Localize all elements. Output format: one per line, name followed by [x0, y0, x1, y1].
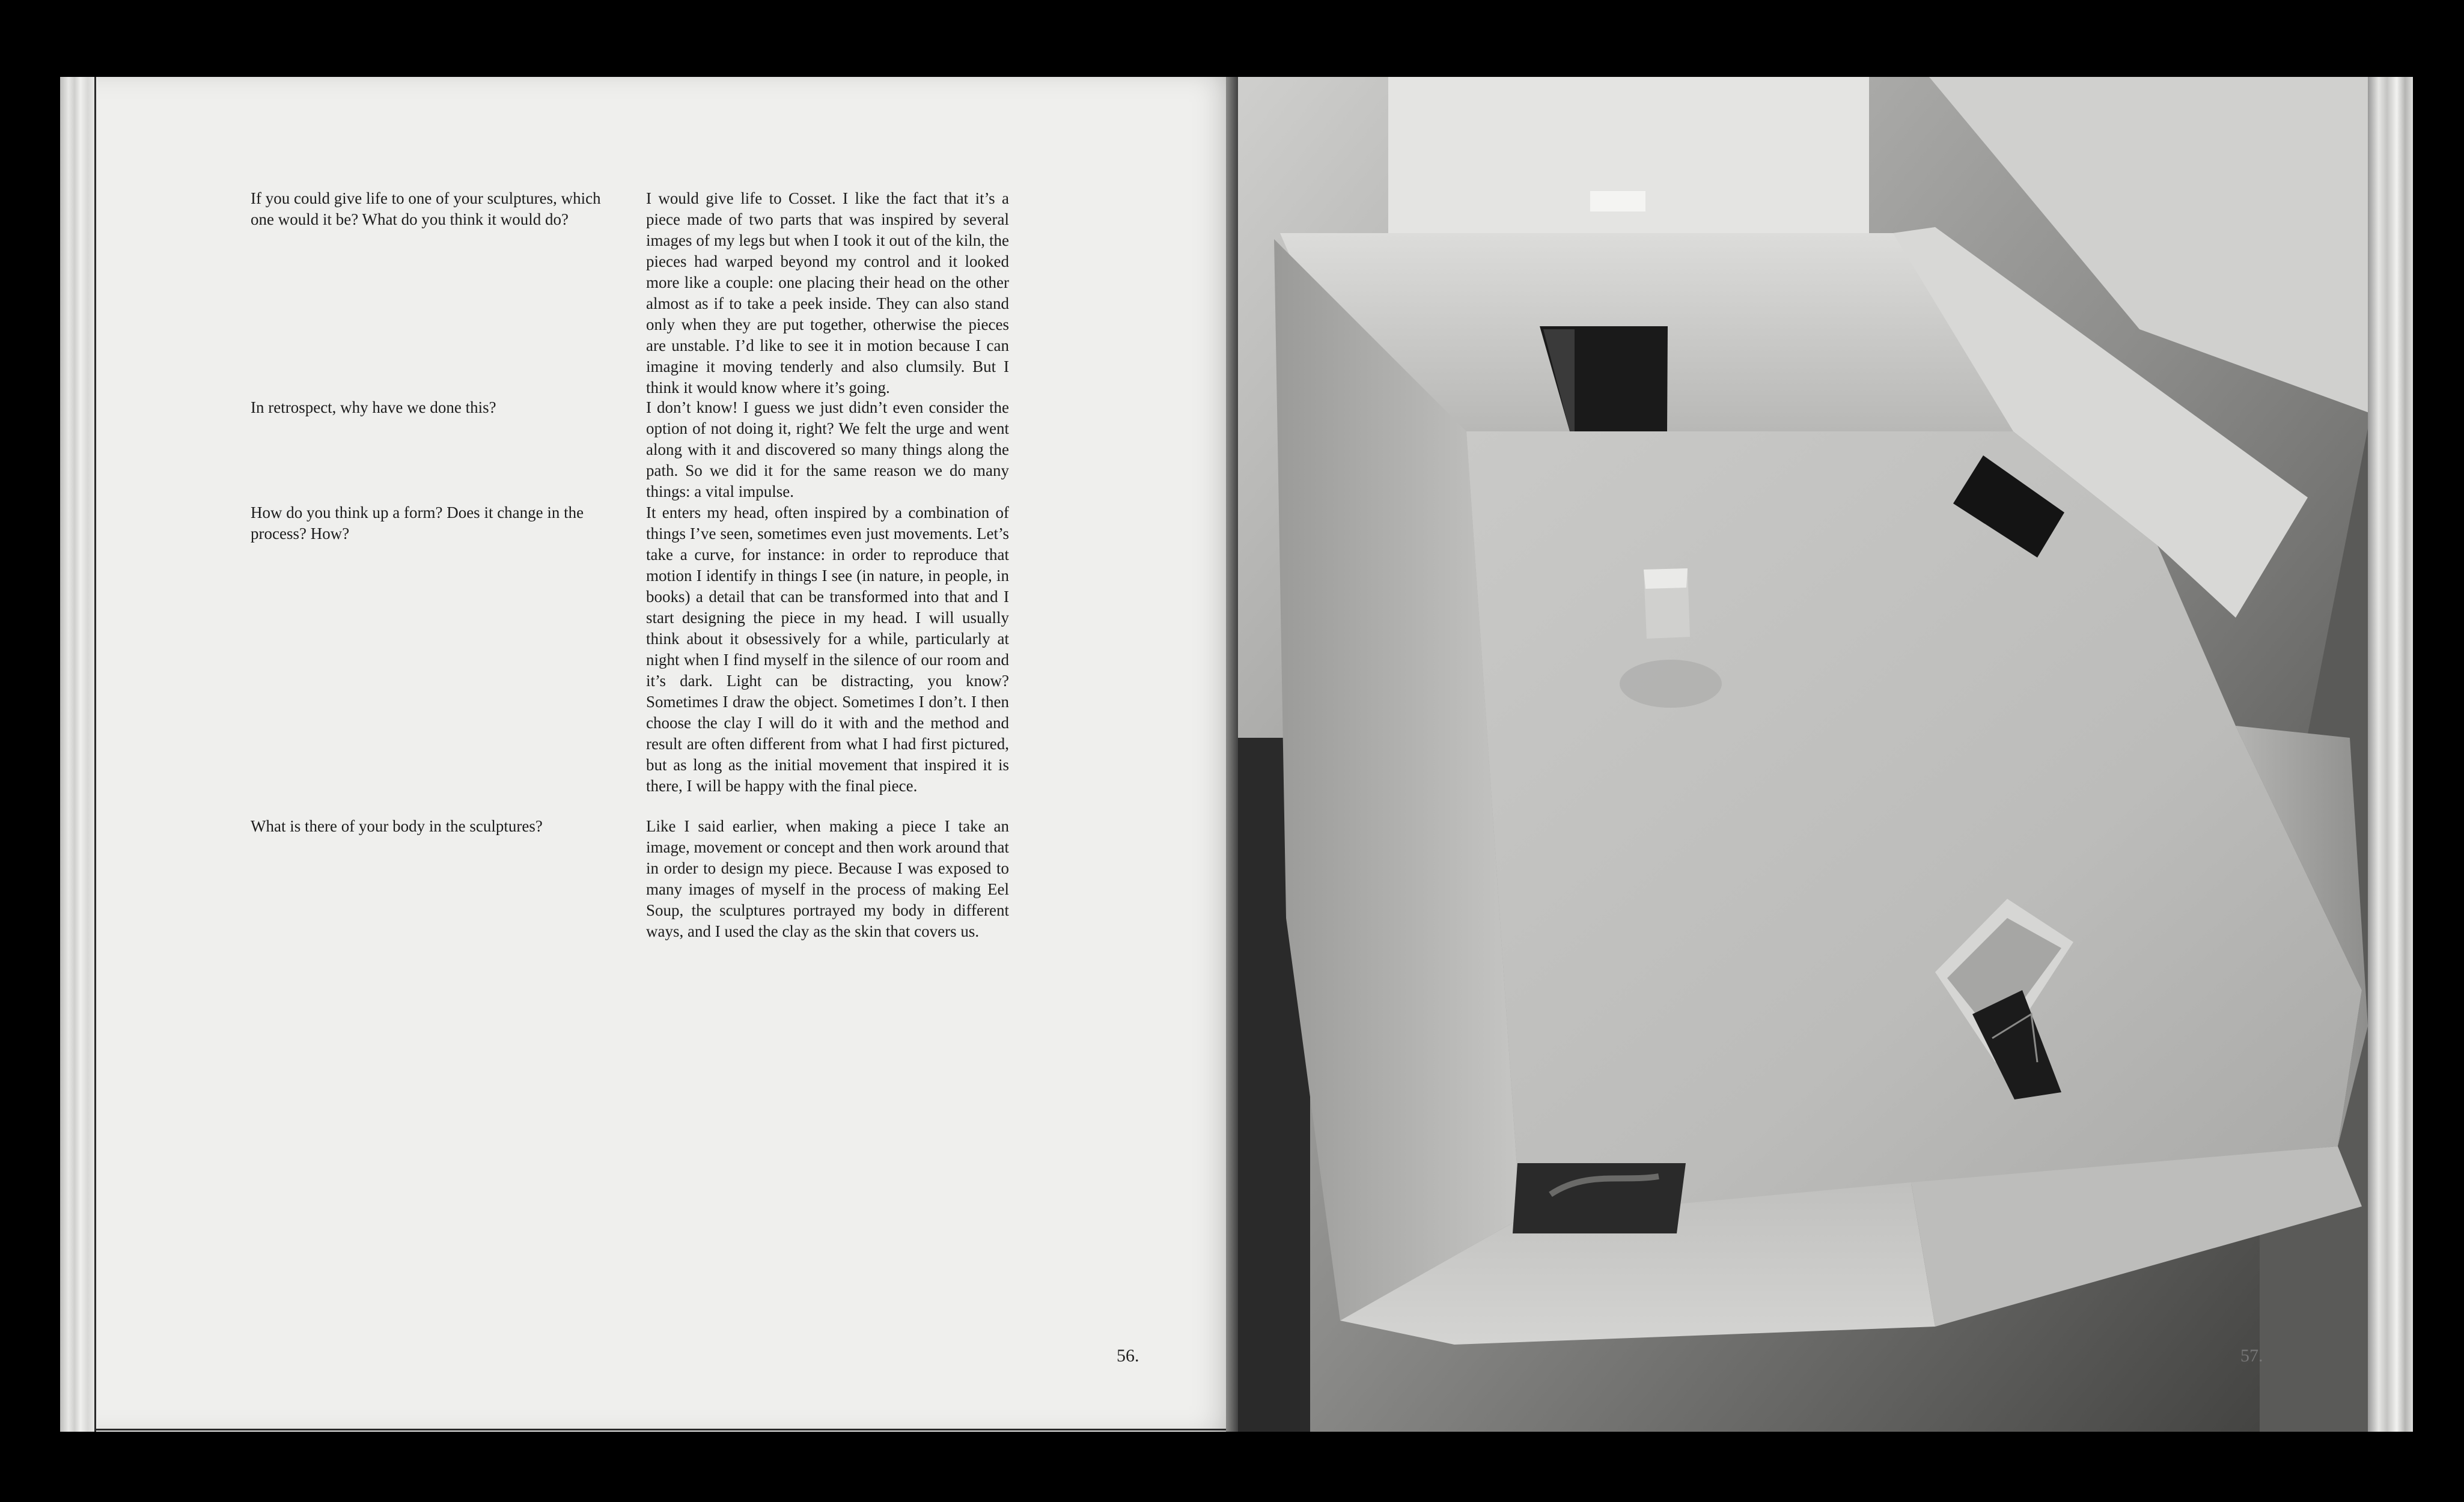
paper-clip [1590, 191, 1645, 211]
interview-question: How do you think up a form? Does it change in the process? How? [251, 503, 584, 543]
left-page-bottom-border [94, 1429, 1236, 1431]
page-number-right: 57. [2240, 1346, 2263, 1366]
box-photograph [1238, 77, 2371, 1432]
page-number-left: 56. [1117, 1346, 1139, 1366]
interview-answer: I would give life to Cosset. I like the fact that it’s a piece made of two parts that was inspired by several images of my legs but when I took it out of the kiln, the pieces had warped beyond my control and it looked more like a couple: one placing their head on the other almost as if to take a peek inside. They can also stand only when they are put together, otherwise the pieces are unstable. I’d like to see it in motion because I can imagine it moving tenderly and also clumsily. But I think it would know where it’s going. [646, 189, 1009, 397]
interview-answer: Like I said earlier, when making a piece I take an image, movement or concept and then work around that in order to design my piece. Because I was exposed to many images of myself in the process of making Eel Soup, the sculptures portrayed my body in different ways, and I used the clay as the skin that covers us. [646, 817, 1009, 940]
right-page-photo [1238, 77, 2371, 1432]
interview-question: What is there of your body in the sculptures? [251, 817, 543, 835]
left-page-border [94, 77, 96, 1432]
photo-print-bottom [1513, 1163, 1686, 1233]
interview-answer: I don’t know! I guess we just didn’t even consider the option of not doing it, right? We felt the urge and went along with it and discovered so many things along the path. So we did it for the same reason we do many things: a vital impulse. [646, 398, 1009, 500]
left-page-edge [60, 77, 97, 1432]
interview-answer: It enters my head, often inspired by a combination of things I’ve seen, sometimes even just movements. Let’s take a curve, for instance: in order to reproduce that motion I identify in things I see (in nature, in people, in books) a detail that can be transformed into that and I start designing the piece in my head. I will usually think about it obsessively for a while, particularly at night when I find myself in the silence of our room and it’s dark. Light can be distracting, you know? Sometimes I draw the object. Sometimes I don’t. I then choose the clay I will do it with and the method and result are often different from what I had first pictured, but as long as the initial movement that inspired it is there, I will be happy with the final piece. [646, 503, 1009, 795]
right-page-edge [2368, 77, 2413, 1432]
interview-question: In retrospect, why have we done this? [251, 398, 496, 416]
interview-question: If you could give life to one of your sculptures, which one would it be? What do you think it would do? [251, 189, 601, 228]
